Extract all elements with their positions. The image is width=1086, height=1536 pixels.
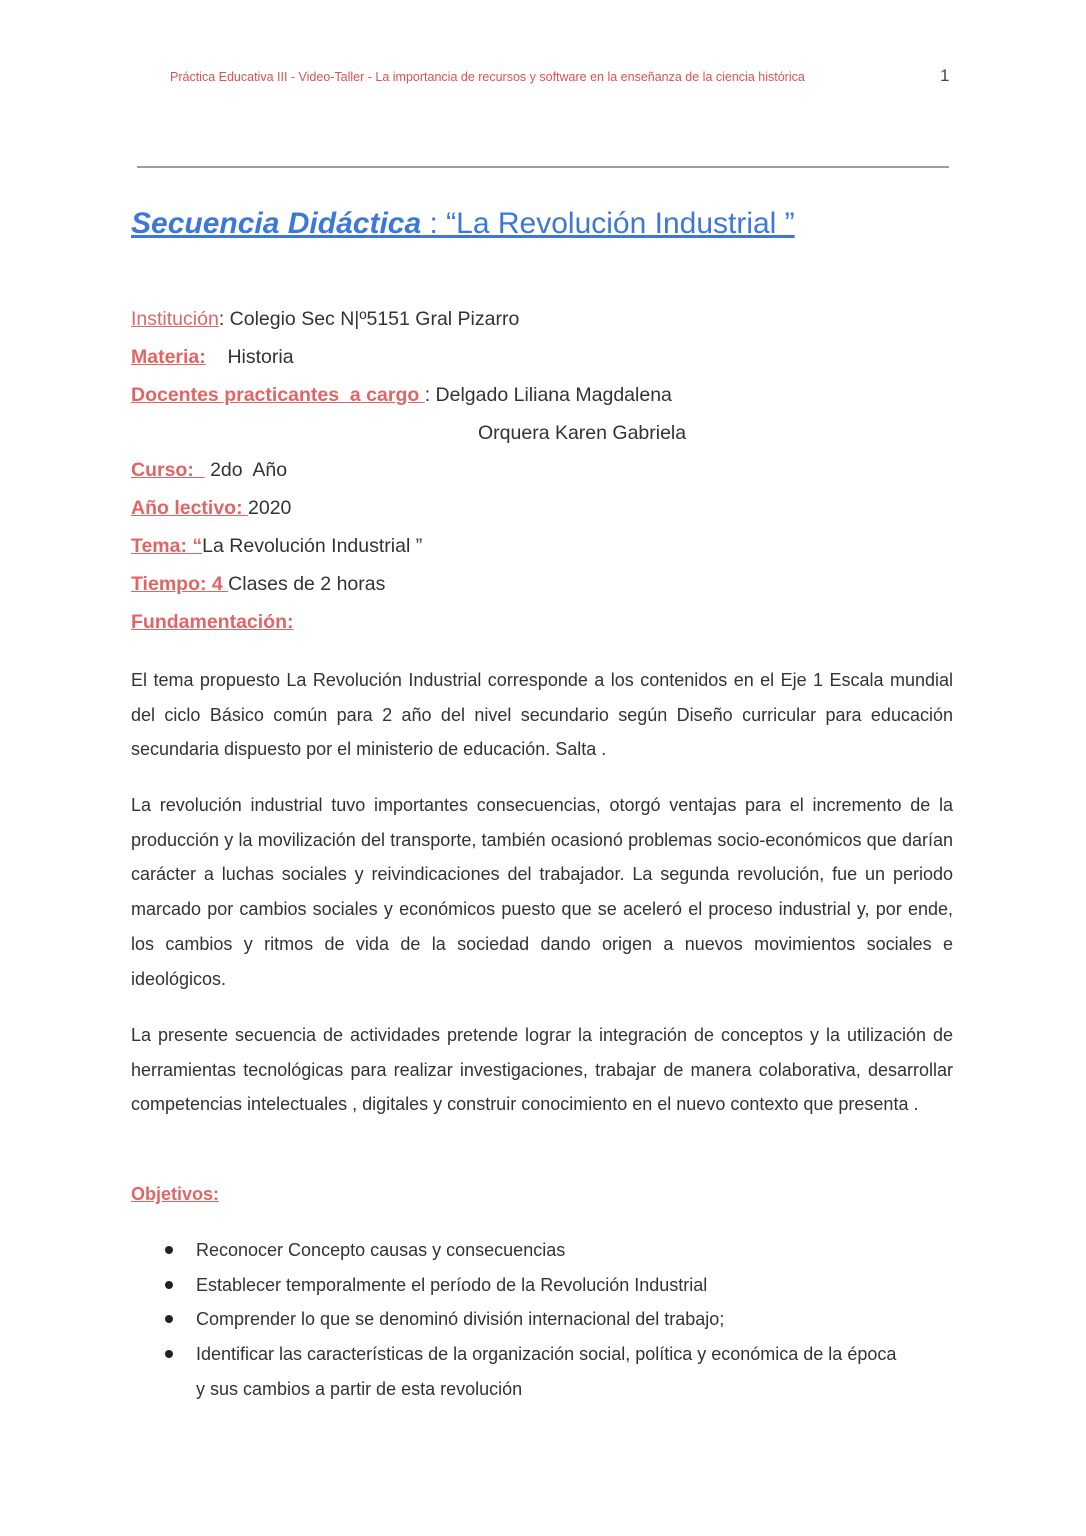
field-label: Docentes practicantes a cargo (131, 384, 425, 406)
field-label: Curso: (131, 459, 205, 481)
field-institucion (131, 308, 519, 331)
list-item (165, 1302, 905, 1337)
field-value: Clases de 2 horas (228, 573, 386, 595)
page-number: 1 (940, 66, 950, 85)
title-label: Secuencia Didáctica (131, 207, 422, 240)
list-item (165, 1268, 905, 1303)
list-item (165, 1337, 905, 1406)
document-title (131, 207, 795, 241)
field-materia (131, 346, 294, 369)
field-tiempo (131, 573, 385, 596)
list-item-text: Comprender lo que se denominó división internacional del trabajo; (196, 1309, 725, 1330)
objectives-list (165, 1233, 905, 1407)
paragraph-2: La revolución industrial tuvo importantes consecuencias, otorgó ventajas para el incremento de la producción y la movilización del transporte, también ocasionó problemas socio-económicos que darían carácter a luchas sociales y reivindicaciones del trabajador. La segunda revolución, fue un periodo marcado por cambios sociales y económicos puesto que se aceleró el proceso industrial y, por ende, los cambios y ritmos de vida de la sociedad dando origen a nuevos movimientos sociales e ideológicos. (131, 795, 953, 989)
field-curso (131, 459, 287, 482)
field-tema (131, 535, 422, 558)
field-docentes (131, 384, 672, 407)
objectives-heading: Objetivos: (131, 1184, 220, 1204)
field-label: Materia: (131, 346, 206, 368)
field-value: : Colegio Sec N|º5151 Gral Pizarro (218, 308, 520, 330)
field-label: Tema: “ (131, 535, 203, 557)
list-item (165, 1233, 905, 1268)
header-divider (137, 166, 949, 168)
field-value: Orquera Karen Gabriela (478, 422, 687, 444)
list-item-text: Reconocer Concepto causas y consecuencias (196, 1240, 566, 1260)
field-value: 2020 (248, 497, 292, 519)
field-value: : Delgado Liliana Magdalena (424, 384, 672, 406)
paragraph-3: La presente secuencia de actividades pretende lograr la integración de conceptos y la utilización de herramientas tecnológicas para realizar investigaciones, trabajar de manera colaborativa, desarrollar competencias intelectuales , digitales y construir conocimiento en el nuevo contexto que presenta . (131, 1025, 953, 1115)
paragraph-1: El tema propuesto La Revolución Industrial corresponde a los contenidos en el Eje 1 Escala mundial del ciclo Básico común para 2 año del nivel secundario según Diseño curricular para educación secundaria dispuesto por el ministerio de educación. Salta . (131, 670, 953, 760)
title-topic: “La Revolución Industrial ” (446, 207, 795, 240)
bullet-icon (165, 1350, 173, 1358)
field-label: Tiempo: 4 (131, 573, 229, 595)
running-header: Práctica Educativa III - Video-Taller - La importancia de recursos y software en la enseñanza de la ciencia histórica (170, 70, 805, 84)
field-value: La Revolución Industrial ” (202, 535, 423, 557)
field-label: Año lectivo: (131, 497, 249, 519)
bullet-icon (165, 1281, 173, 1289)
field-label: Institución (131, 308, 219, 330)
list-item-text: Identificar las características de la organización social, política y económica de la época y sus cambios a partir de esta revolución (196, 1344, 897, 1399)
list-item-text: Establecer temporalmente el período de la Revolución Industrial (196, 1274, 708, 1295)
field-value: Historia (205, 346, 294, 368)
bullet-icon (165, 1246, 173, 1254)
field-label: Fundamentación: (131, 611, 294, 633)
field-ano-lectivo (131, 497, 291, 520)
field-docentes-second (478, 422, 686, 445)
field-value: 2do Año (204, 459, 288, 481)
title-separator: : (421, 207, 447, 240)
field-fundamentacion (131, 611, 294, 634)
bullet-icon (165, 1315, 173, 1323)
